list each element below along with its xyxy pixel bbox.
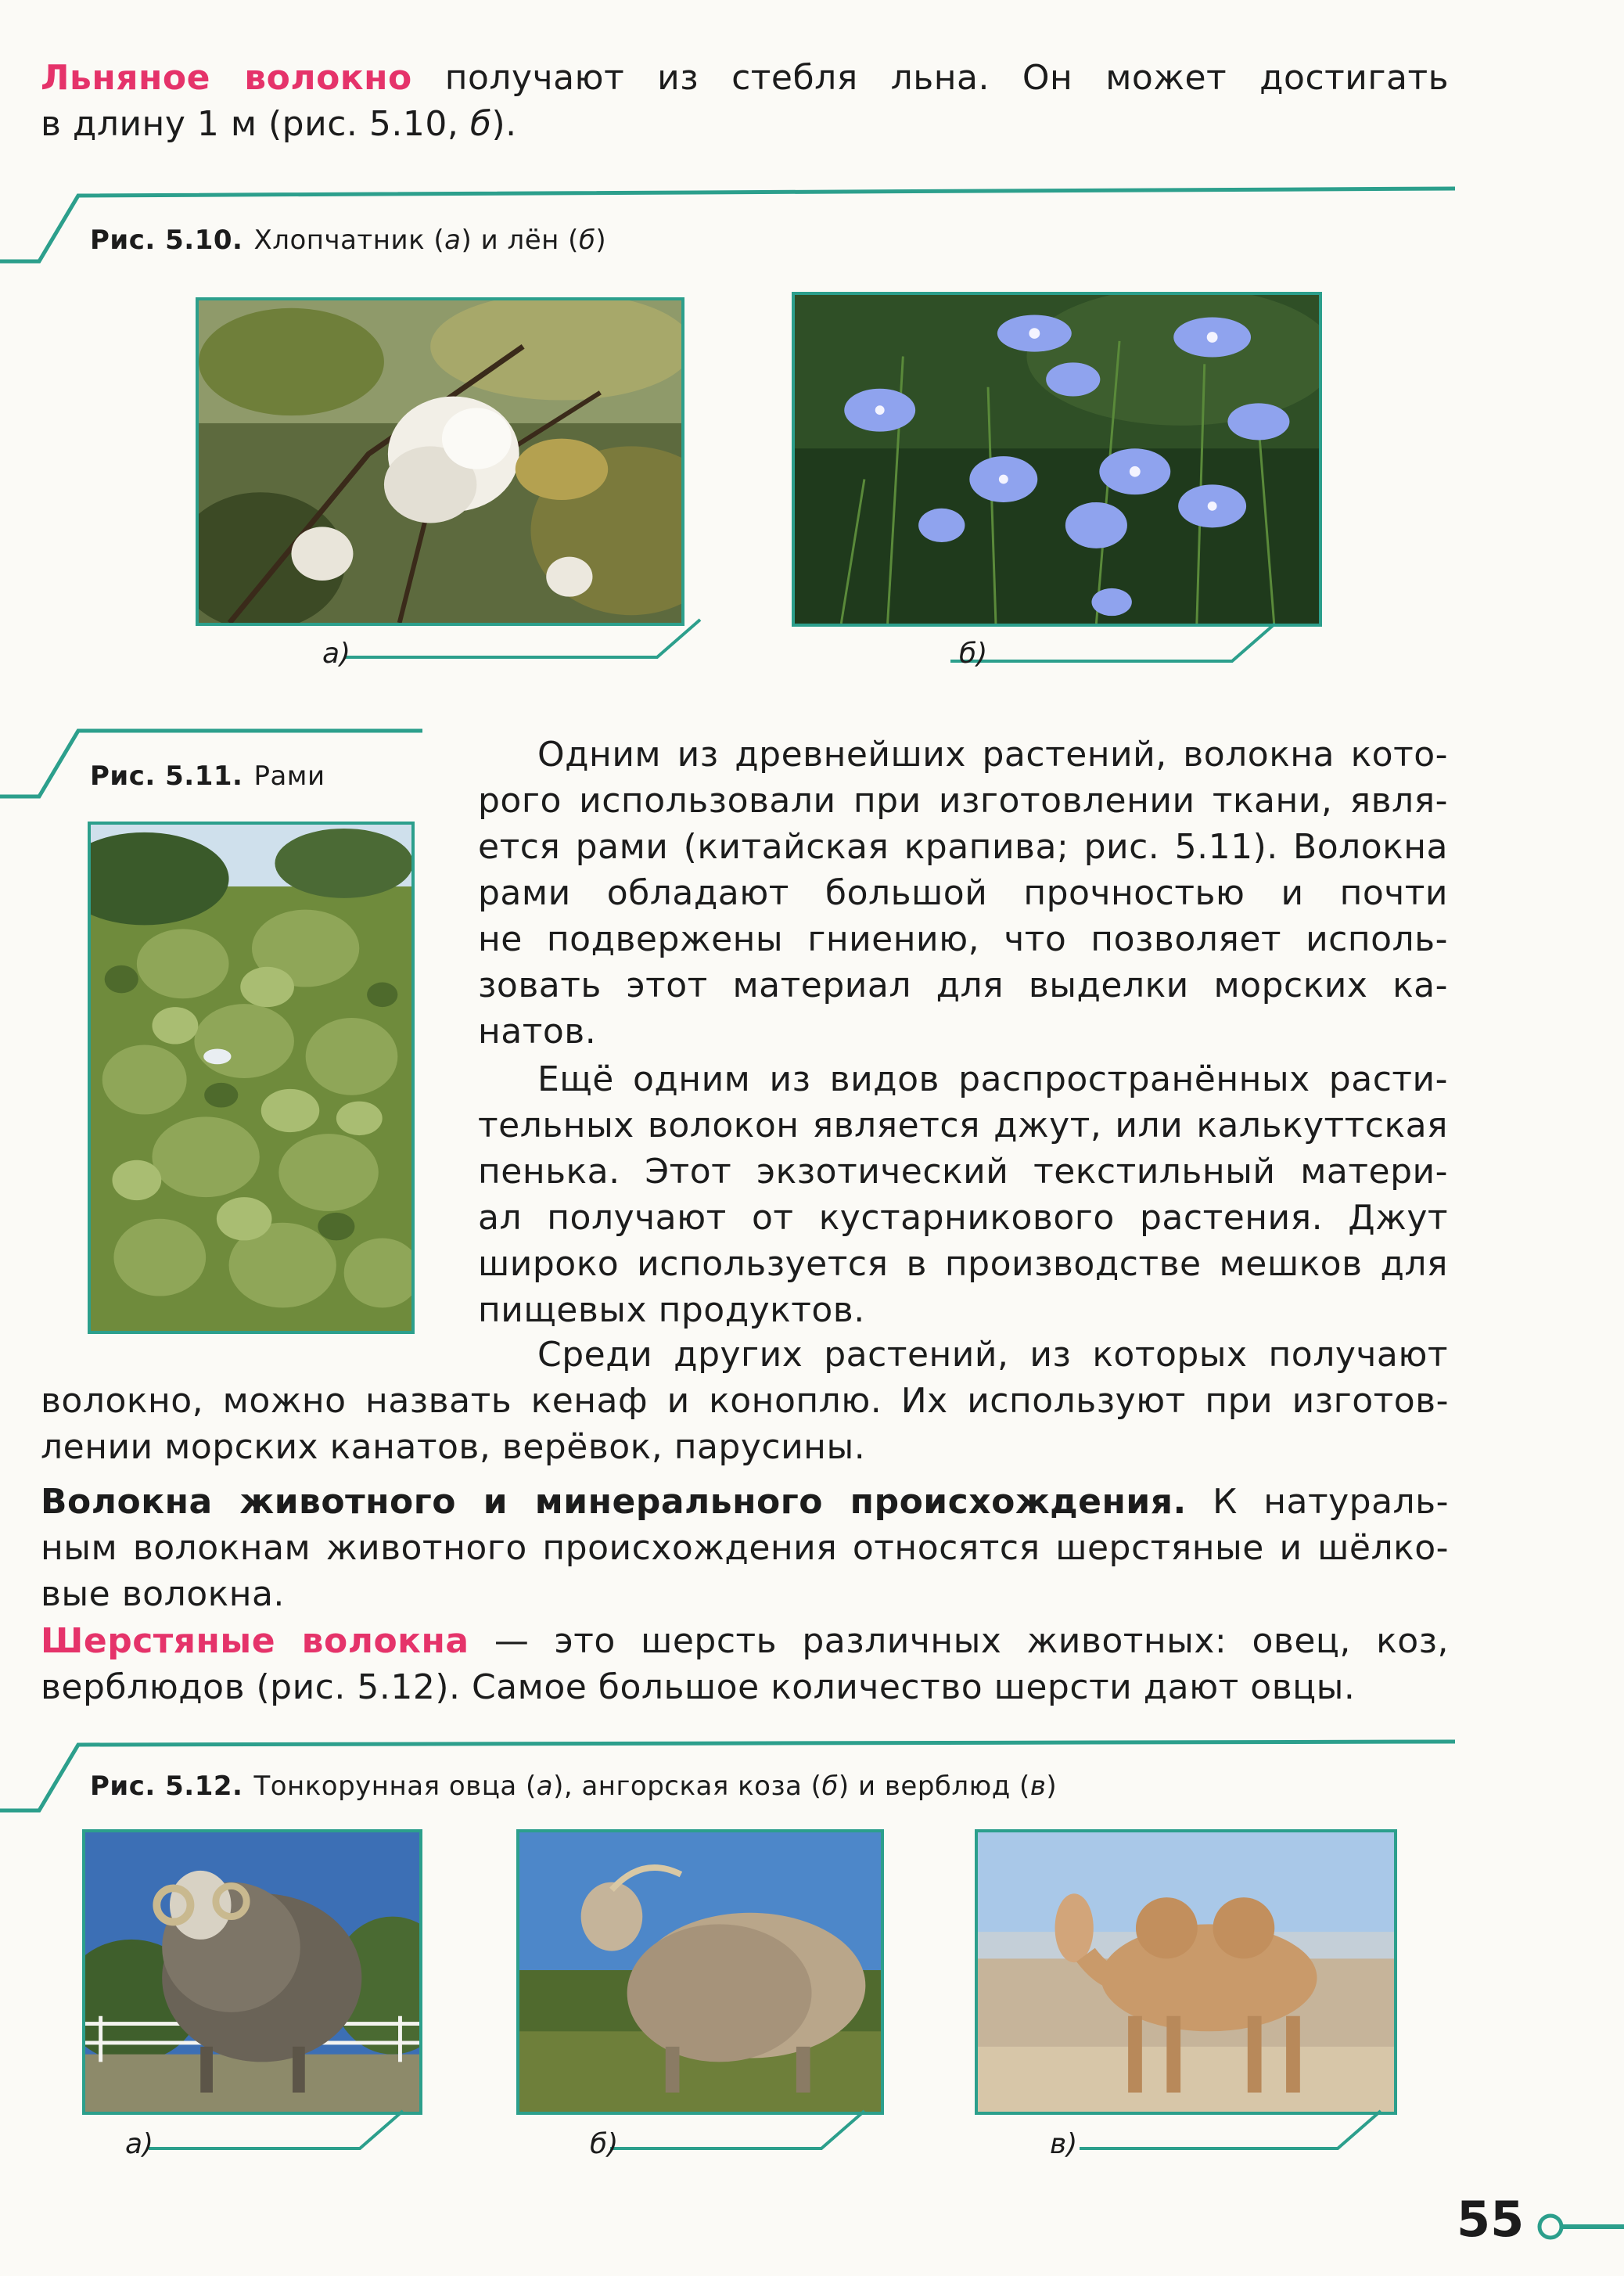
photo-goat — [516, 1829, 884, 2115]
sublabel-c-5-12: в) — [1050, 2128, 1078, 2160]
photo-sheep — [82, 1829, 422, 2115]
callout-line-b-5-12 — [610, 2109, 876, 2156]
photo-cotton — [196, 297, 684, 626]
callout-line-b-5-10 — [950, 622, 1287, 669]
paragraph-flax-fiber-line2: в длину 1 м (рис. 5.10, б). — [41, 104, 517, 144]
page-number: 55 — [1457, 2191, 1525, 2248]
cotton-plant-icon — [199, 300, 681, 623]
flax-flowers-icon — [795, 295, 1319, 624]
term-flax-fiber: Льняное волокно — [41, 58, 412, 98]
callout-line-a-5-10 — [344, 618, 712, 665]
page-number-marker — [1533, 2211, 1624, 2242]
paragraph-kenaf-line1: Среди других растений, из которых получают — [537, 1335, 1448, 1375]
paragraph-ramie: Одним из древнейших растений, волокна кото- рого использовали при изготовлении ткани, явля- ется рами (китайская крапива; рис. 5.11). Волокна рами обладают большой прочностью и почти не подвержены гниению, что позволяет исполь- зовать этот материал для выделки морских ка- натов. — [478, 735, 1448, 1052]
caption-fig-5-11: Рис. 5.11. Рами — [90, 760, 325, 792]
photo-flax — [792, 292, 1322, 627]
photo-ramie — [88, 822, 415, 1334]
angora-goat-icon — [519, 1832, 881, 2112]
sublabel-a-5-12: а) — [125, 2128, 154, 2160]
caption-fig-5-12: Рис. 5.12. Тонкорунная овца (а), ангорская коза (б) и верблюд (в) — [90, 1771, 1058, 1802]
ramie-bush-icon — [91, 825, 411, 1331]
paragraph-wool-fibers: Шерстяные волокна — это шерсть различных животных: овец, коз, верблюдов (рис. 5.12). Самое большое количество шерсти дают овцы. — [41, 1621, 1449, 1707]
sublabel-b-5-10: б) — [959, 638, 988, 670]
paragraph-animal-fibers: Волокна животного и минерального происхождения. К натураль- ным волокнам животного происхождения относятся шерстяные и шёлко- вые волокна. — [41, 1482, 1449, 1614]
sublabel-a-5-10: а) — [322, 638, 351, 670]
callout-line-c-5-12 — [1080, 2109, 1392, 2156]
caption-fig-5-10: Рис. 5.10. Хлопчатник (а) и лён (б) — [90, 225, 607, 256]
merino-sheep-icon — [85, 1832, 419, 2112]
sublabel-b-5-12: б) — [590, 2128, 619, 2160]
callout-line-a-5-12 — [149, 2109, 415, 2156]
bactrian-camel-icon — [978, 1832, 1394, 2112]
paragraph-flax-fiber: Льняное волокно получают из стебля льна. Он может достигать — [41, 58, 1450, 98]
paragraph-jute: Ещё одним из видов распространённых расти- тельных волокон является джут, или калькуттская пенька. Этот экзотический текстильный матери- ал получают от кустарникового растения. Джут широко используется в производстве мешков для пищевых продуктов. — [478, 1059, 1448, 1330]
term-wool-fibers: Шерстяные волокна — [41, 1621, 469, 1661]
photo-camel — [975, 1829, 1397, 2115]
paragraph-kenaf: волокно, можно назвать кенаф и коноплю. Их используют при изготов- лении морских канатов, верёвок, парусины. — [41, 1381, 1449, 1467]
heading-animal-fibers: Волокна животного и минерального происхождения. — [41, 1482, 1187, 1522]
